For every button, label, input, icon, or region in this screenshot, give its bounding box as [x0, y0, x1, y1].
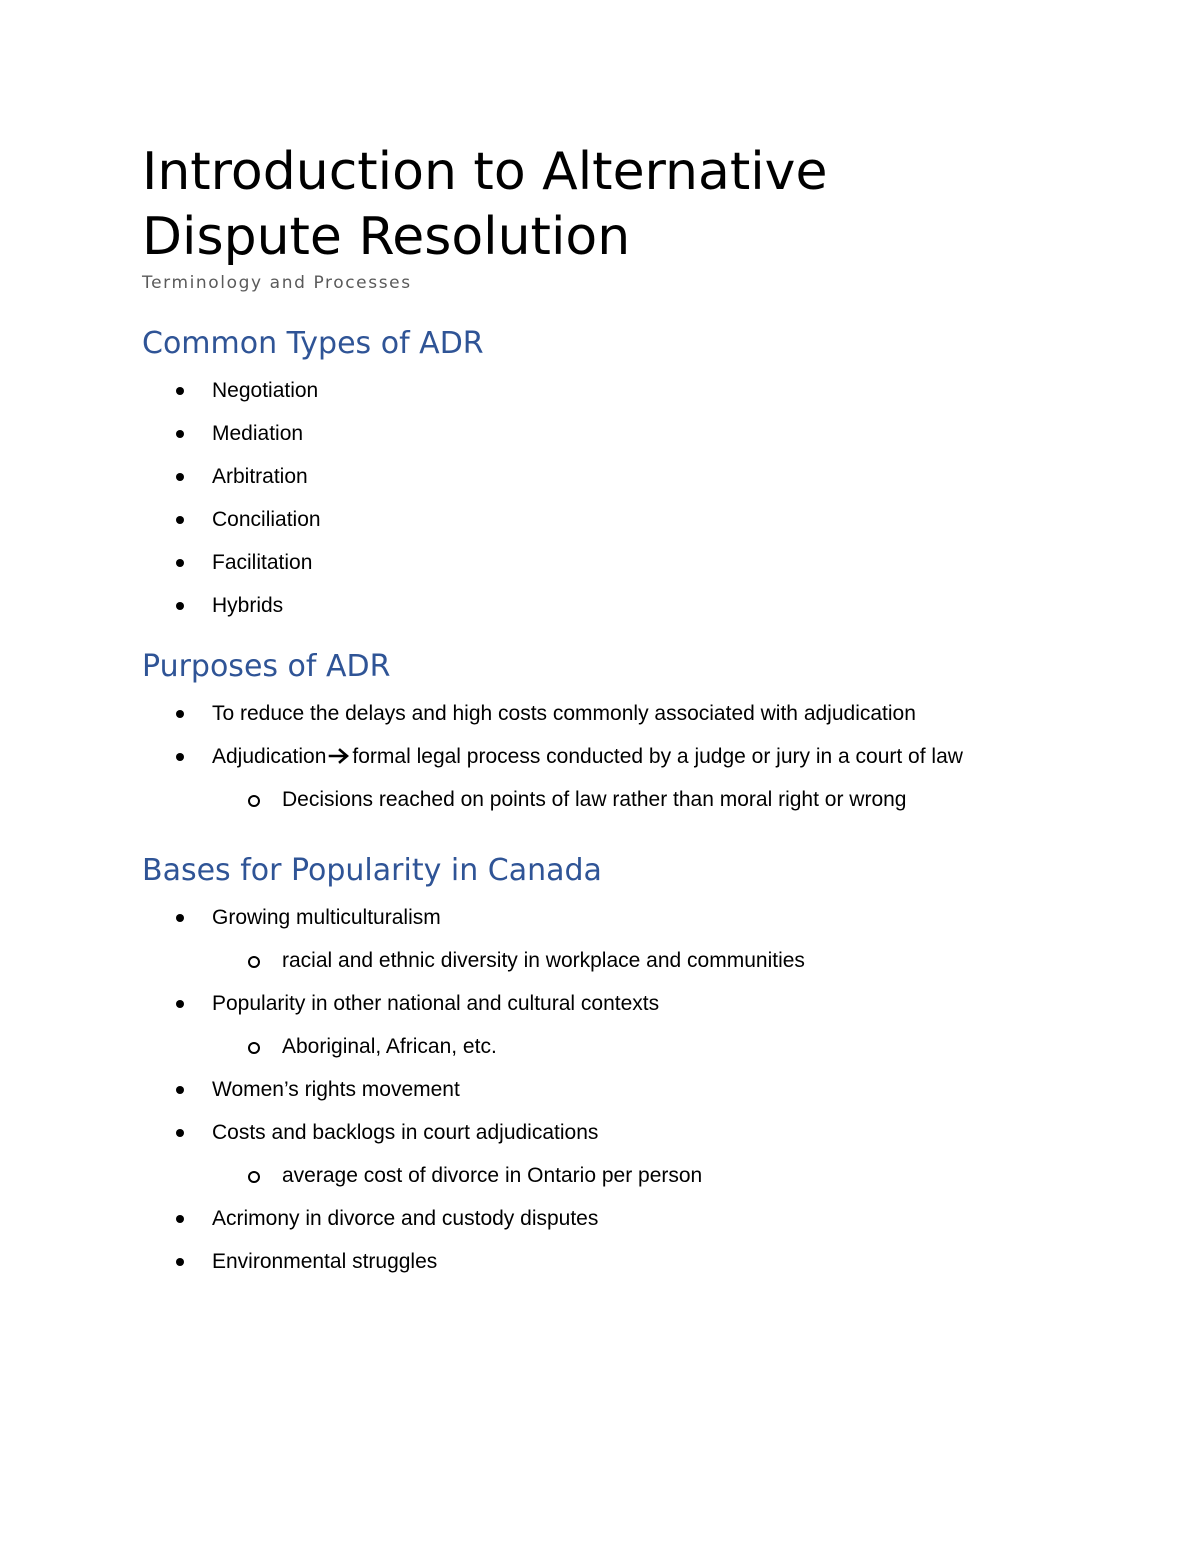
list-item: [142, 700, 1062, 727]
list-item-text: Facilitation: [212, 551, 313, 574]
bullet-icon: [176, 1000, 184, 1008]
bullet-icon: [176, 1258, 184, 1266]
bullet-icon: [176, 430, 184, 438]
list-item: [142, 1248, 1062, 1275]
list-item-text: Acrimony in divorce and custody disputes: [212, 1207, 599, 1230]
sub-list-item-text: Decisions reached on points of law rather than moral right or wrong: [282, 788, 907, 811]
list-item-text: Women’s rights movement: [212, 1078, 460, 1101]
right-arrow-icon: [328, 748, 350, 764]
hollow-bullet-icon: [248, 1042, 260, 1054]
bullet-icon: [176, 516, 184, 524]
hollow-bullet-icon: [248, 795, 260, 807]
list-item: [142, 420, 1062, 447]
list-item-text: Negotiation: [212, 379, 319, 402]
list-item: [142, 506, 1062, 533]
sub-list-item: [212, 1033, 1062, 1060]
document-subtitle: Terminology and Processes: [142, 273, 412, 293]
sub-list-item-text: Aboriginal, African, etc.: [282, 1035, 497, 1058]
bases-list: [142, 904, 1062, 1275]
bullet-icon: [176, 387, 184, 395]
list-item: [142, 1119, 1062, 1189]
list-item-text: Environmental struggles: [212, 1250, 438, 1273]
sub-list-item-text: average cost of divorce in Ontario per person: [282, 1164, 703, 1187]
sub-list-item-text: racial and ethnic diversity in workplace and communities: [282, 949, 805, 972]
adjudication-definition: formal legal process conducted by a judge or jury in a court of law: [352, 745, 963, 768]
list-item-text: To reduce the delays and high costs commonly associated with adjudication: [212, 702, 916, 725]
bullet-icon: [176, 1086, 184, 1094]
hollow-bullet-icon: [248, 956, 260, 968]
adjudication-sublist: [212, 786, 1062, 813]
bullet-icon: [176, 753, 184, 761]
list-item: [142, 549, 1062, 576]
multiculturalism-sublist: [212, 947, 1062, 974]
bullet-icon: [176, 914, 184, 922]
hollow-bullet-icon: [248, 1171, 260, 1183]
section-heading-purposes: Purposes of ADR: [142, 649, 391, 684]
bullet-icon: [176, 602, 184, 610]
sub-list-item: [212, 947, 1062, 974]
bullet-icon: [176, 559, 184, 567]
title-line-1: Introduction to Alternative: [142, 142, 828, 202]
list-item: [142, 743, 1062, 813]
list-item: [142, 592, 1062, 619]
bullet-icon: [176, 1215, 184, 1223]
costs-sublist: [212, 1162, 1062, 1189]
list-item: [142, 990, 1062, 1060]
list-item: [142, 463, 1062, 490]
list-item: [142, 1205, 1062, 1232]
document-page: [142, 140, 1062, 1291]
title-line-2: Dispute Resolution: [142, 207, 631, 267]
sub-list-item: [212, 786, 1062, 813]
list-item-text: Growing multiculturalism: [212, 906, 441, 929]
section-heading-common-types: Common Types of ADR: [142, 326, 484, 361]
adjudication-term: Adjudication: [212, 745, 327, 768]
contexts-sublist: [212, 1033, 1062, 1060]
bullet-icon: [176, 1129, 184, 1137]
list-item-text: Costs and backlogs in court adjudications: [212, 1121, 599, 1144]
list-item-text: Popularity in other national and cultural contexts: [212, 992, 660, 1015]
bullet-icon: [176, 473, 184, 481]
list-item: [142, 1076, 1062, 1103]
list-item: [142, 377, 1062, 404]
list-item-text: Arbitration: [212, 465, 308, 488]
purposes-list: [142, 700, 1062, 813]
section-heading-bases: Bases for Popularity in Canada: [142, 853, 602, 888]
bullet-icon: [176, 710, 184, 718]
list-item-text: Mediation: [212, 422, 304, 445]
document-title: [142, 140, 1062, 270]
list-item: [142, 904, 1062, 974]
list-item-text: Hybrids: [212, 594, 284, 617]
list-item-text: Conciliation: [212, 508, 321, 531]
sub-list-item: [212, 1162, 1062, 1189]
common-types-list: [142, 377, 1062, 619]
